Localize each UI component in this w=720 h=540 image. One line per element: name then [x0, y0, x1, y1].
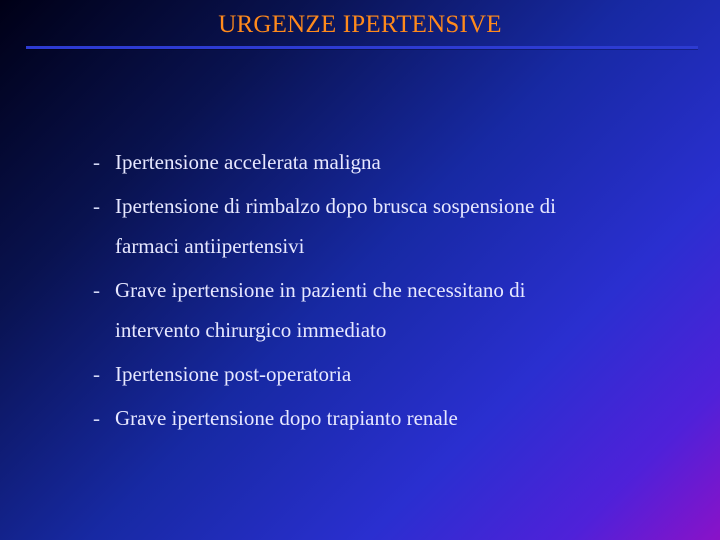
- bullet-dash: -: [93, 194, 100, 218]
- bullet-text: Ipertensione accelerata maligna: [115, 150, 381, 174]
- bullet-dash: -: [93, 362, 100, 386]
- bullet-text: Ipertensione di rimbalzo dopo brusca sospensione di farmaci antiipertensivi: [115, 194, 556, 258]
- bullet-item: [93, 354, 693, 394]
- bullet-item: [93, 142, 693, 182]
- bullet-dash: -: [93, 406, 100, 430]
- bullet-list: [93, 142, 693, 442]
- bullet-text: Grave ipertensione dopo trapianto renale: [115, 406, 458, 430]
- bullet-dash: -: [93, 150, 100, 174]
- bullet-item: [93, 186, 693, 266]
- bullet-item: [93, 398, 693, 438]
- slide-title: URGENZE IPERTENSIVE: [218, 11, 502, 38]
- bullet-item: [93, 270, 693, 350]
- bullet-text: Ipertensione post-operatoria: [115, 362, 352, 386]
- title-divider: [26, 46, 698, 49]
- bullet-text: Grave ipertensione in pazienti che necessitano di intervento chirurgico immediato: [115, 278, 526, 342]
- bullet-dash: -: [93, 278, 100, 302]
